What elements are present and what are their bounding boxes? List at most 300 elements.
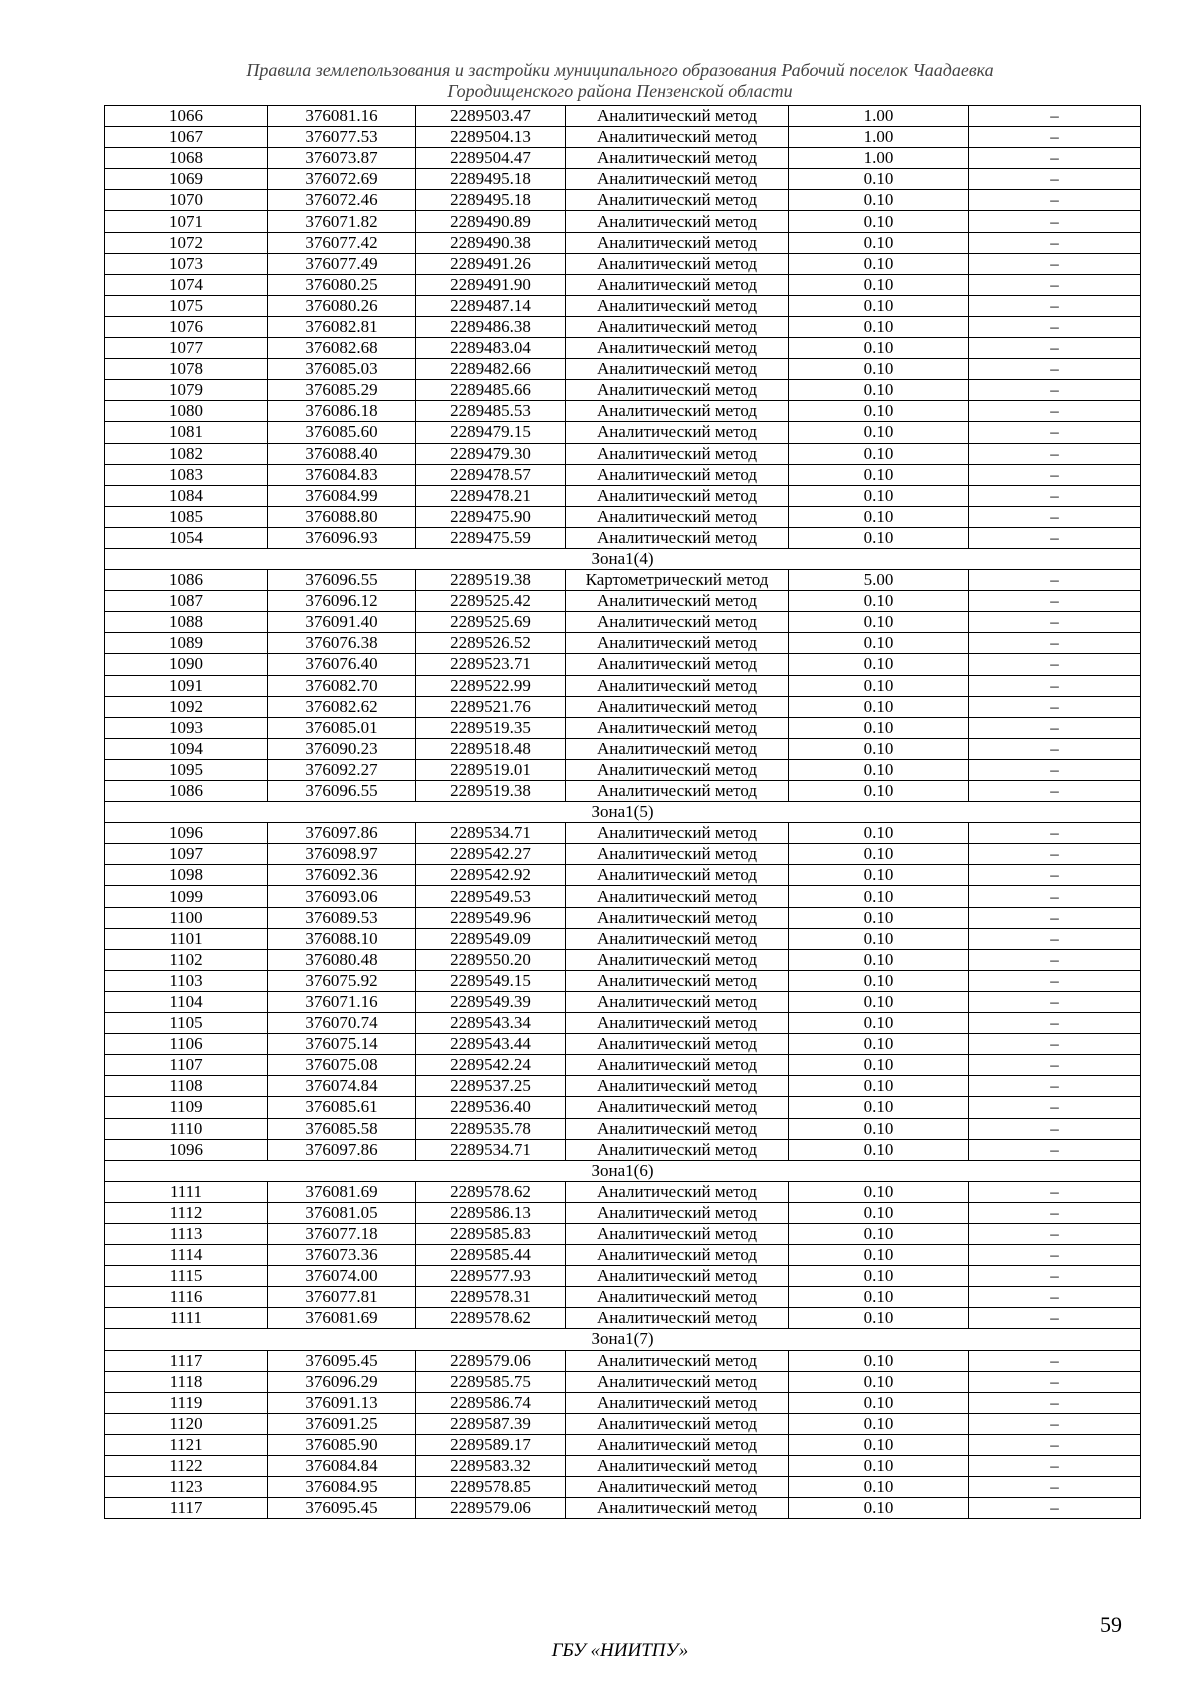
description-cell: – [969, 1181, 1141, 1202]
y-coordinate-cell: 2289491.90 [416, 274, 566, 295]
x-coordinate-cell: 376081.16 [268, 106, 416, 127]
table-row [105, 1223, 1141, 1244]
y-coordinate-cell: 2289518.48 [416, 738, 566, 759]
x-coordinate-cell: 376081.69 [268, 1308, 416, 1329]
x-coordinate-cell: 376074.00 [268, 1266, 416, 1287]
description-cell: – [969, 106, 1141, 127]
x-coordinate-cell: 376088.80 [268, 506, 416, 527]
accuracy-cell: 0.10 [789, 1456, 969, 1477]
point-number-cell: 1088 [105, 612, 268, 633]
table-row [105, 1245, 1141, 1266]
description-cell: – [969, 1266, 1141, 1287]
y-coordinate-cell: 2289519.38 [416, 781, 566, 802]
y-coordinate-cell: 2289486.38 [416, 316, 566, 337]
method-cell: Аналитический метод [566, 485, 789, 506]
point-number-cell: 1068 [105, 148, 268, 169]
description-cell: – [969, 316, 1141, 337]
y-coordinate-cell: 2289479.30 [416, 443, 566, 464]
method-cell: Аналитический метод [566, 1245, 789, 1266]
description-cell: – [969, 1055, 1141, 1076]
y-coordinate-cell: 2289485.53 [416, 401, 566, 422]
table-row [105, 316, 1141, 337]
table-row [105, 633, 1141, 654]
table-row [105, 1034, 1141, 1055]
table-row [105, 991, 1141, 1012]
y-coordinate-cell: 2289549.39 [416, 991, 566, 1012]
zone-header-row [105, 802, 1141, 823]
point-number-cell: 1086 [105, 570, 268, 591]
accuracy-cell: 0.10 [789, 1477, 969, 1498]
x-coordinate-cell: 376073.87 [268, 148, 416, 169]
method-cell: Аналитический метод [566, 1477, 789, 1498]
method-cell: Аналитический метод [566, 738, 789, 759]
y-coordinate-cell: 2289589.17 [416, 1434, 566, 1455]
accuracy-cell: 0.10 [789, 886, 969, 907]
table-row [105, 485, 1141, 506]
accuracy-cell: 0.10 [789, 506, 969, 527]
accuracy-cell: 0.10 [789, 865, 969, 886]
table-row [105, 591, 1141, 612]
point-number-cell: 1099 [105, 886, 268, 907]
table-row [105, 675, 1141, 696]
description-cell: – [969, 717, 1141, 738]
table-row [105, 1371, 1141, 1392]
point-number-cell: 1086 [105, 781, 268, 802]
point-number-cell: 1120 [105, 1413, 268, 1434]
point-number-cell: 1080 [105, 401, 268, 422]
table-row [105, 253, 1141, 274]
x-coordinate-cell: 376080.25 [268, 274, 416, 295]
x-coordinate-cell: 376085.03 [268, 359, 416, 380]
method-cell: Аналитический метод [566, 1055, 789, 1076]
accuracy-cell: 0.10 [789, 274, 969, 295]
y-coordinate-cell: 2289586.13 [416, 1202, 566, 1223]
accuracy-cell: 0.10 [789, 253, 969, 274]
y-coordinate-cell: 2289587.39 [416, 1413, 566, 1434]
point-number-cell: 1123 [105, 1477, 268, 1498]
method-cell: Аналитический метод [566, 253, 789, 274]
table-row [105, 1308, 1141, 1329]
point-number-cell: 1096 [105, 823, 268, 844]
y-coordinate-cell: 2289542.92 [416, 865, 566, 886]
table-row [105, 865, 1141, 886]
accuracy-cell: 0.10 [789, 1266, 969, 1287]
table-row [105, 232, 1141, 253]
x-coordinate-cell: 376085.90 [268, 1434, 416, 1455]
point-number-cell: 1109 [105, 1097, 268, 1118]
y-coordinate-cell: 2289578.62 [416, 1181, 566, 1202]
description-cell: – [969, 1202, 1141, 1223]
description-cell: – [969, 844, 1141, 865]
point-number-cell: 1095 [105, 759, 268, 780]
point-number-cell: 1102 [105, 949, 268, 970]
y-coordinate-cell: 2289479.15 [416, 422, 566, 443]
y-coordinate-cell: 2289487.14 [416, 295, 566, 316]
x-coordinate-cell: 376096.29 [268, 1371, 416, 1392]
method-cell: Аналитический метод [566, 949, 789, 970]
x-coordinate-cell: 376090.23 [268, 738, 416, 759]
point-number-cell: 1077 [105, 338, 268, 359]
y-coordinate-cell: 2289475.90 [416, 506, 566, 527]
point-number-cell: 1105 [105, 1013, 268, 1034]
point-number-cell: 1067 [105, 127, 268, 148]
zone-title: Зона1(6) [105, 1160, 1141, 1181]
accuracy-cell: 0.10 [789, 717, 969, 738]
y-coordinate-cell: 2289519.38 [416, 570, 566, 591]
x-coordinate-cell: 376072.46 [268, 190, 416, 211]
description-cell: – [969, 991, 1141, 1012]
point-number-cell: 1090 [105, 654, 268, 675]
method-cell: Аналитический метод [566, 232, 789, 253]
accuracy-cell: 1.00 [789, 148, 969, 169]
x-coordinate-cell: 376081.69 [268, 1181, 416, 1202]
description-cell: – [969, 380, 1141, 401]
y-coordinate-cell: 2289535.78 [416, 1118, 566, 1139]
description-cell: – [969, 1498, 1141, 1519]
table-row [105, 928, 1141, 949]
point-number-cell: 1096 [105, 1139, 268, 1160]
x-coordinate-cell: 376084.83 [268, 464, 416, 485]
table-row [105, 274, 1141, 295]
x-coordinate-cell: 376084.84 [268, 1456, 416, 1477]
method-cell: Аналитический метод [566, 443, 789, 464]
y-coordinate-cell: 2289475.59 [416, 527, 566, 548]
table-row [105, 1350, 1141, 1371]
x-coordinate-cell: 376096.55 [268, 570, 416, 591]
description-cell: – [969, 928, 1141, 949]
accuracy-cell: 0.10 [789, 1076, 969, 1097]
y-coordinate-cell: 2289534.71 [416, 823, 566, 844]
x-coordinate-cell: 376096.12 [268, 591, 416, 612]
y-coordinate-cell: 2289504.47 [416, 148, 566, 169]
accuracy-cell: 0.10 [789, 1181, 969, 1202]
description-cell: – [969, 422, 1141, 443]
y-coordinate-cell: 2289495.18 [416, 169, 566, 190]
accuracy-cell: 0.10 [789, 422, 969, 443]
table-row [105, 696, 1141, 717]
description-cell: – [969, 1076, 1141, 1097]
accuracy-cell: 1.00 [789, 127, 969, 148]
y-coordinate-cell: 2289585.83 [416, 1223, 566, 1244]
description-cell: – [969, 1350, 1141, 1371]
table-row [105, 1118, 1141, 1139]
x-coordinate-cell: 376081.05 [268, 1202, 416, 1223]
table-row [105, 949, 1141, 970]
table-row [105, 781, 1141, 802]
table-row [105, 823, 1141, 844]
point-number-cell: 1082 [105, 443, 268, 464]
description-cell: – [969, 1308, 1141, 1329]
accuracy-cell: 0.10 [789, 1498, 969, 1519]
method-cell: Аналитический метод [566, 696, 789, 717]
method-cell: Аналитический метод [566, 295, 789, 316]
table-row [105, 970, 1141, 991]
x-coordinate-cell: 376095.45 [268, 1350, 416, 1371]
method-cell: Аналитический метод [566, 1392, 789, 1413]
method-cell: Аналитический метод [566, 675, 789, 696]
x-coordinate-cell: 376070.74 [268, 1013, 416, 1034]
accuracy-cell: 0.10 [789, 359, 969, 380]
x-coordinate-cell: 376077.49 [268, 253, 416, 274]
accuracy-cell: 0.10 [789, 169, 969, 190]
point-number-cell: 1074 [105, 274, 268, 295]
table-row [105, 169, 1141, 190]
point-number-cell: 1121 [105, 1434, 268, 1455]
point-number-cell: 1073 [105, 253, 268, 274]
table-row [105, 759, 1141, 780]
method-cell: Аналитический метод [566, 970, 789, 991]
zone-title: Зона1(5) [105, 802, 1141, 823]
x-coordinate-cell: 376074.84 [268, 1076, 416, 1097]
accuracy-cell: 0.10 [789, 844, 969, 865]
point-number-cell: 1114 [105, 1245, 268, 1266]
x-coordinate-cell: 376097.86 [268, 1139, 416, 1160]
method-cell: Аналитический метод [566, 274, 789, 295]
y-coordinate-cell: 2289495.18 [416, 190, 566, 211]
point-number-cell: 1078 [105, 359, 268, 380]
x-coordinate-cell: 376085.58 [268, 1118, 416, 1139]
description-cell: – [969, 232, 1141, 253]
accuracy-cell: 0.10 [789, 612, 969, 633]
table-row [105, 380, 1141, 401]
method-cell: Аналитический метод [566, 1266, 789, 1287]
x-coordinate-cell: 376091.40 [268, 612, 416, 633]
accuracy-cell: 0.10 [789, 633, 969, 654]
running-header [0, 58, 1200, 103]
point-number-cell: 1117 [105, 1498, 268, 1519]
table-row [105, 190, 1141, 211]
description-cell: – [969, 1456, 1141, 1477]
table-row [105, 464, 1141, 485]
accuracy-cell: 0.10 [789, 1139, 969, 1160]
accuracy-cell: 0.10 [789, 464, 969, 485]
y-coordinate-cell: 2289485.66 [416, 380, 566, 401]
accuracy-cell: 0.10 [789, 485, 969, 506]
x-coordinate-cell: 376076.40 [268, 654, 416, 675]
x-coordinate-cell: 376077.81 [268, 1287, 416, 1308]
table-row [105, 1181, 1141, 1202]
description-cell: – [969, 359, 1141, 380]
method-cell: Аналитический метод [566, 1456, 789, 1477]
table-row [105, 1202, 1141, 1223]
point-number-cell: 1091 [105, 675, 268, 696]
table-row [105, 738, 1141, 759]
description-cell: – [969, 886, 1141, 907]
point-number-cell: 1070 [105, 190, 268, 211]
description-cell: – [969, 591, 1141, 612]
method-cell: Аналитический метод [566, 823, 789, 844]
description-cell: – [969, 464, 1141, 485]
y-coordinate-cell: 2289482.66 [416, 359, 566, 380]
table-row [105, 422, 1141, 443]
method-cell: Аналитический метод [566, 211, 789, 232]
method-cell: Аналитический метод [566, 844, 789, 865]
method-cell: Аналитический метод [566, 1371, 789, 1392]
description-cell: – [969, 148, 1141, 169]
x-coordinate-cell: 376086.18 [268, 401, 416, 422]
accuracy-cell: 0.10 [789, 443, 969, 464]
y-coordinate-cell: 2289503.47 [416, 106, 566, 127]
table-row [105, 148, 1141, 169]
description-cell: – [969, 274, 1141, 295]
y-coordinate-cell: 2289491.26 [416, 253, 566, 274]
point-number-cell: 1100 [105, 907, 268, 928]
x-coordinate-cell: 376085.01 [268, 717, 416, 738]
x-coordinate-cell: 376080.48 [268, 949, 416, 970]
table-row [105, 1392, 1141, 1413]
description-cell: – [969, 738, 1141, 759]
y-coordinate-cell: 2289521.76 [416, 696, 566, 717]
table-row [105, 338, 1141, 359]
y-coordinate-cell: 2289583.32 [416, 1456, 566, 1477]
accuracy-cell: 0.10 [789, 591, 969, 612]
y-coordinate-cell: 2289483.04 [416, 338, 566, 359]
description-cell: – [969, 654, 1141, 675]
description-cell: – [969, 612, 1141, 633]
table-row [105, 1434, 1141, 1455]
description-cell: – [969, 127, 1141, 148]
x-coordinate-cell: 376089.53 [268, 907, 416, 928]
y-coordinate-cell: 2289578.62 [416, 1308, 566, 1329]
y-coordinate-cell: 2289526.52 [416, 633, 566, 654]
accuracy-cell: 0.10 [789, 232, 969, 253]
point-number-cell: 1104 [105, 991, 268, 1012]
y-coordinate-cell: 2289504.13 [416, 127, 566, 148]
point-number-cell: 1113 [105, 1223, 268, 1244]
accuracy-cell: 0.10 [789, 1223, 969, 1244]
y-coordinate-cell: 2289523.71 [416, 654, 566, 675]
table-row [105, 570, 1141, 591]
y-coordinate-cell: 2289525.69 [416, 612, 566, 633]
y-coordinate-cell: 2289549.53 [416, 886, 566, 907]
accuracy-cell: 0.10 [789, 781, 969, 802]
accuracy-cell: 0.10 [789, 380, 969, 401]
description-cell: – [969, 865, 1141, 886]
coordinates-table-body [105, 106, 1141, 1519]
zone-header-row [105, 548, 1141, 569]
point-number-cell: 1097 [105, 844, 268, 865]
table-row [105, 527, 1141, 548]
x-coordinate-cell: 376084.99 [268, 485, 416, 506]
method-cell: Аналитический метод [566, 1202, 789, 1223]
accuracy-cell: 0.10 [789, 1245, 969, 1266]
description-cell: – [969, 1434, 1141, 1455]
x-coordinate-cell: 376085.29 [268, 380, 416, 401]
x-coordinate-cell: 376084.95 [268, 1477, 416, 1498]
description-cell: – [969, 633, 1141, 654]
x-coordinate-cell: 376092.36 [268, 865, 416, 886]
method-cell: Аналитический метод [566, 464, 789, 485]
description-cell: – [969, 253, 1141, 274]
point-number-cell: 1085 [105, 506, 268, 527]
y-coordinate-cell: 2289519.35 [416, 717, 566, 738]
description-cell: – [969, 443, 1141, 464]
point-number-cell: 1081 [105, 422, 268, 443]
x-coordinate-cell: 376075.92 [268, 970, 416, 991]
method-cell: Аналитический метод [566, 127, 789, 148]
zone-header-row [105, 1329, 1141, 1350]
accuracy-cell: 0.10 [789, 401, 969, 422]
table-row [105, 844, 1141, 865]
description-cell: – [969, 1392, 1141, 1413]
method-cell: Аналитический метод [566, 591, 789, 612]
x-coordinate-cell: 376097.86 [268, 823, 416, 844]
y-coordinate-cell: 2289549.15 [416, 970, 566, 991]
method-cell: Аналитический метод [566, 865, 789, 886]
table-row [105, 1266, 1141, 1287]
accuracy-cell: 0.10 [789, 1308, 969, 1329]
method-cell: Аналитический метод [566, 612, 789, 633]
y-coordinate-cell: 2289543.34 [416, 1013, 566, 1034]
point-number-cell: 1098 [105, 865, 268, 886]
x-coordinate-cell: 376091.13 [268, 1392, 416, 1413]
zone-title: Зона1(4) [105, 548, 1141, 569]
point-number-cell: 1111 [105, 1181, 268, 1202]
point-number-cell: 1054 [105, 527, 268, 548]
description-cell: – [969, 1287, 1141, 1308]
point-number-cell: 1116 [105, 1287, 268, 1308]
page-number: 59 [1100, 1612, 1122, 1637]
x-coordinate-cell: 376092.27 [268, 759, 416, 780]
table-row [105, 211, 1141, 232]
description-cell: – [969, 1413, 1141, 1434]
point-number-cell: 1092 [105, 696, 268, 717]
y-coordinate-cell: 2289543.44 [416, 1034, 566, 1055]
accuracy-cell: 0.10 [789, 738, 969, 759]
accuracy-cell: 0.10 [789, 675, 969, 696]
y-coordinate-cell: 2289490.89 [416, 211, 566, 232]
accuracy-cell: 0.10 [789, 211, 969, 232]
method-cell: Аналитический метод [566, 1013, 789, 1034]
table-row [105, 612, 1141, 633]
description-cell: – [969, 401, 1141, 422]
description-cell: – [969, 1245, 1141, 1266]
method-cell: Аналитический метод [566, 1413, 789, 1434]
table-row [105, 1498, 1141, 1519]
x-coordinate-cell: 376077.42 [268, 232, 416, 253]
table-row [105, 1013, 1141, 1034]
y-coordinate-cell: 2289478.21 [416, 485, 566, 506]
y-coordinate-cell: 2289578.31 [416, 1287, 566, 1308]
x-coordinate-cell: 376085.61 [268, 1097, 416, 1118]
method-cell: Картометрический метод [566, 570, 789, 591]
accuracy-cell: 0.10 [789, 823, 969, 844]
x-coordinate-cell: 376071.16 [268, 991, 416, 1012]
accuracy-cell: 0.10 [789, 1371, 969, 1392]
method-cell: Аналитический метод [566, 1181, 789, 1202]
method-cell: Аналитический метод [566, 1287, 789, 1308]
method-cell: Аналитический метод [566, 359, 789, 380]
method-cell: Аналитический метод [566, 1223, 789, 1244]
method-cell: Аналитический метод [566, 1308, 789, 1329]
accuracy-cell: 0.10 [789, 1034, 969, 1055]
accuracy-cell: 0.10 [789, 991, 969, 1012]
method-cell: Аналитический метод [566, 633, 789, 654]
y-coordinate-cell: 2289490.38 [416, 232, 566, 253]
table-row [105, 1477, 1141, 1498]
table-row [105, 654, 1141, 675]
accuracy-cell: 0.10 [789, 949, 969, 970]
method-cell: Аналитический метод [566, 506, 789, 527]
method-cell: Аналитический метод [566, 1139, 789, 1160]
point-number-cell: 1103 [105, 970, 268, 991]
description-cell: – [969, 949, 1141, 970]
method-cell: Аналитический метод [566, 1434, 789, 1455]
accuracy-cell: 0.10 [789, 759, 969, 780]
method-cell: Аналитический метод [566, 1076, 789, 1097]
method-cell: Аналитический метод [566, 759, 789, 780]
accuracy-cell: 0.10 [789, 316, 969, 337]
